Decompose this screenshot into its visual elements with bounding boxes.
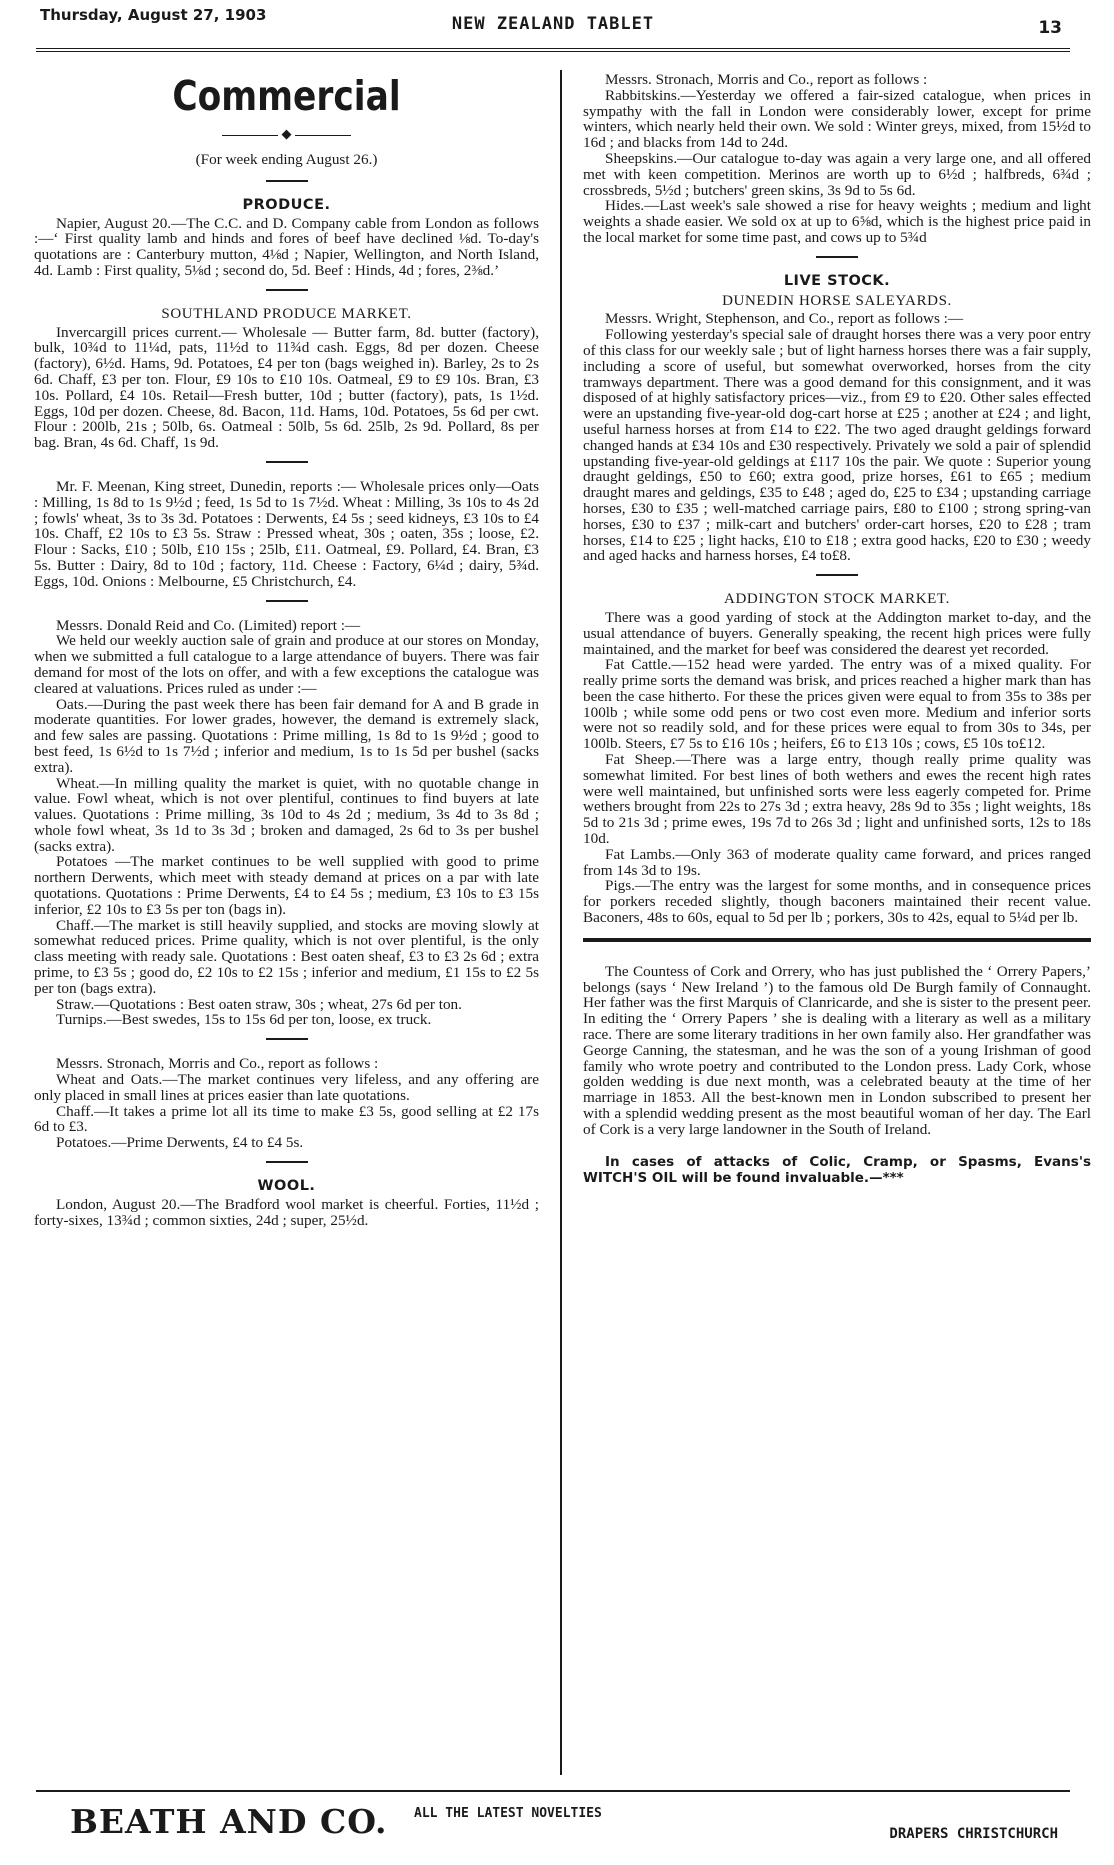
short-rule (816, 574, 858, 576)
produce-text: Napier, August 20.—The C.C. and D. Company cable from London as follows :—‘ First quality lamb and hinds and fores of beef have declined ⅛d. To-day's quotations are : Canterbury mutton, 4⅛d ; Napier, Wellington, and North Island, 4d. Lamb : First quality, 5⅛d ; second do, 5d. Beef : Hinds, 4d ; fores, 2⅜d.’ (34, 214, 539, 279)
reid-turnips: Turnips.—Best swedes, 15s to 15s 6d per ton, loose, ex truck. (56, 1011, 432, 1029)
right-column (583, 72, 1091, 1186)
reid-oats: Oats.—During the past week there has been fair demand for A and B grade in moderate quantities. For lower grades, however, the demand is extremely slack, and few sales are passing. Quotations : Prime milling, 1s 8d to 1s 9½d ; good to best feed, 1s 6½d to 1s 7½d ; inferior and medium, 1s to 1s 5d per bushel (sacks extra). (34, 695, 539, 776)
meenan-report: Mr. F. Meenan, King street, Dunedin, reports :— Wholesale prices only—Oats : Milling, 1s 8d to 1s 9½d ; feed, 1s 5d to 1s 7½d. Wheat : Milling, 3s 10s to 4s 2d ; fowls' wheat, 3s to 3s 3d. Potatoes : Derwents, £4 5s ; seed kidneys, £3 10s to £4 10s. Chaff, £2 10s to £3 5s. Straw : Pressed wheat, 30s ; oaten, 35s ; loose, £2. Flour : Sacks, £10 ; 50lb, £10 15s ; 25lb, £11. Oatmeal, £9. Pollard, £4. Bran, £3 5s. Butter : Dairy, 8d to 10d ; factory, 11d. Cheese : Factory, 6¼d ; dairy, 5¾d. Eggs, 10d. Onions : Melbourne, £5 Christchurch, £4. (34, 477, 539, 590)
reid-wheat: Wheat.—In milling quality the market is quiet, with no quotable change in value. Fowl wheat, which is not over plentiful, continues to find buyers at late values. Quotations : Prime milling, 3s 10d to 4s 2d ; medium, 3s 4d to 3s 8d ; whole fowl wheat, 3s 1d to 3s 3d ; broken and damaged, 2s 6d to 3s per bushel (sacks extra). (34, 774, 539, 855)
livestock-title: LIVE STOCK. (783, 272, 891, 289)
diamond-icon: ◆ (281, 126, 292, 141)
addington-title: ADDINGTON STOCK MARKET. (724, 591, 950, 608)
fat-cattle: Fat Cattle.—152 head were yarded. The entry was of a mixed quality. For really prime sorts the demand was brisk, and prices reached a higher mark than has been the case hitherto. For these the prices given were equal to from 35s to 38s per 100lb ; while some odd pens or two cost even more. Medium and inferior sorts were not so readily sold, and for these prices were equal to from 30s to 34s, per 100lb. Steers, £7 5s to £16 10s ; heifers, £6 to £13 10s ; cows, £5 10s to£12. (583, 656, 1091, 753)
stronach-chaff: Chaff.—It takes a prime lot all its time to make £3 5s, good selling at £2 17s 6d to £3. (34, 1102, 539, 1136)
column-divider (560, 70, 562, 1775)
countess-article: The Countess of Cork and Orrery, who has just published the ‘ Orrery Papers,’ belongs (says ‘ New Ireland ’) to the famous old De Burgh family of Connaught. Her father was the first Marquis of Clanricarde, and she is sister to the present peer. In editing the ‘ Orrery Papers ’ she is dealing with a literary as well as a military race. There are some literary traditions in her own family also. Her grandfather was George Canning, the statesman, and he was the son of a young Irishman of good family who wrote poetry and contributed to the London press. Lady Cork, whose golden wedding is due next month, was a celebrated beauty at the time of her marriage in 1853. All the best-known men in London subscribed to present her with a splendid wedding present as the most beautiful woman of her day. The Earl of Cork is a very large landowner in the South of Ireland. (583, 962, 1091, 1138)
running-header (36, 4, 1070, 52)
short-rule (266, 1161, 308, 1163)
wright-intro: Messrs. Wright, Stephenson, and Co., report as follows :— (605, 310, 964, 328)
addington-intro: There was a good yarding of stock at the Addington market to-day, and the usual attendance of buyers. Generally speaking, the recent high prices were fully maintained, and the market for beef was considered the dearest yet recorded. (583, 608, 1091, 658)
advertiser-tagline: ALL THE LATEST NOVELTIES (414, 1806, 602, 1821)
reid-potatoes: Potatoes —The market continues to be well supplied with good to prime northern Derwents, which meet with steady demand at prices on a par with late quotations. Quotations : Prime Derwents, £4 to £4 5s ; medium, £3 10s to £3 15s inferior, £2 10s to £3 5s per ton (bags in). (34, 853, 539, 918)
masthead-title: NEW ZEALAND TABLET (451, 14, 655, 34)
short-rule (266, 1038, 308, 1040)
fat-lambs: Fat Lambs.—Only 363 of moderate quality came forward, and prices ranged from 14s 3d to 19s. (583, 845, 1091, 879)
short-rule (266, 180, 308, 182)
wool-text: London, August 20.—The Bradford wool market is cheerful. Forties, 11½d ; forty-sixes, 13¾d ; common sixties, 24d ; super, 25½d. (34, 1195, 539, 1229)
southland-title: SOUTHLAND PRODUCE MARKET. (161, 305, 412, 322)
horse-saleyards-title: DUNEDIN HORSE SALEYARDS. (722, 292, 952, 309)
week-subheading: (For week ending August 26.) (195, 151, 378, 168)
short-rule (816, 256, 858, 258)
stronach-potatoes: Potatoes.—Prime Derwents, £4 to £4 5s. (56, 1134, 304, 1152)
hides-text: Hides.—Last week's sale showed a rise for heavy weights ; medium and light weights a shade easier. We sold ox at up to 6⅝d, which is the highest price paid in the local market for some time past, and cows up to 5¾d (583, 197, 1091, 246)
ornament-divider (34, 126, 539, 142)
sheepskins-text: Sheepskins.—Our catalogue to-day was again a very large one, and all offered met with keen competition. Merinos are worth up to 6½d ; halfbreds, 6¾d ; crossbreds, 5½d ; butchers' green skins, 3s 9d to 5s 6d. (583, 149, 1091, 199)
short-rule (266, 600, 308, 602)
stronach-intro: Messrs. Stronach, Morris and Co., report as follows : (56, 1055, 379, 1073)
stronach-skins-intro: Messrs. Stronach, Morris and Co., report as follows : (605, 71, 928, 88)
reid-paragraph: We held our weekly auction sale of grain and produce at our stores on Monday, when we submitted a full catalogue to a large attendance of buyers. There was fair demand for most of the lots on offer, and with a few exceptions the catalogue was cleared at valuations. Prices ruled as under :— (34, 632, 539, 697)
produce-title: PRODUCE. (242, 196, 331, 213)
horse-sale-report: Following yesterday's special sale of draught horses there was a very poor entry of this class for our weekly sale ; but of light harness horses there was a fair supply, including a score of useful, but somewhat overworked, horses from the city tramways department. There was a good demand for this consignment, and it was disposed of at highly satisfactory prices—viz., from £9 to £20. Other sales effected were an upstanding five-year-old dog-cart horse at £25 ; another at £24 ; and light, useful harness horses at from £14 to £22. The two aged draught geldings forward changed hands at £34 10s and £30 respectively. Privately we sold a pair of splendid upstanding five-year-old geldings at £117 10s the pair. We quote : Superior young draught geldings, £50 to £60; extra good, prize horses, £61 to £65 ; medium draught mares and geldings, £35 to £48 ; aged do, £25 to £34 ; upstanding carriage horses, £30 to £35 ; well-matched carriage pairs, £80 to £100 ; strong spring-van horses, £30 to £37 ; milk-cart and butchers' order-cart horses, £20 to £28 ; tram horses, £14 to £25 ; light hacks, £10 to £18 ; extra good hacks, £20 to £30 ; weedy and aged hacks and harness horses, £4 to£8. (583, 326, 1091, 565)
issue-date: Thursday, August 27, 1903 (40, 6, 267, 24)
southland-text: Invercargill prices current.— Wholesale — Butter farm, 8d. butter (factory), bulk, 10¾d to 11¼d, pats, 11½d to 11¾d cash. Eggs, 8d per dozen. Cheese (factory), 6½d. Hams, 9d. Potatoes, £4 per ton (bags weighed in). Barley, 2s to 2s 6d. Chaff, £3 per ton. Flour, £9 10s to £10 10s. Oatmeal, £9 to £9 10s. Bran, £3 10s. Pollard, £4 10s. Retail—Fresh butter, 10d ; butter (factory), pats, 1s 1½d. Eggs, 10d per dozen. Cheese, 8d. Bacon, 11d. Hams, 10d. Potatoes, 5s 6d per cwt. Flour : 200lb, 21s ; 50lb, 6s. Oatmeal : 50lb, 5s 6d. 25lb, 2s 9d. Pollard, 8s per bag. Bran, 4s 6d. Chaff, 1s 9d. (34, 323, 539, 452)
short-rule (266, 289, 308, 291)
fat-sheep: Fat Sheep.—There was a large entry, though really prime quality was somewhat limited. For best lines of both wethers and ewes the recent high rates were well maintained, but unfinished sorts were less eagerly competed for. Prime wethers brought from 22s to 27s 3d ; extra heavy, 28s 9d to 35s ; light weights, 18s 5d to 21s 3d ; prime ewes, 19s 7d to 26s 3d ; light and unfinished sorts, 12s to 18s 10d. (583, 751, 1091, 848)
reid-intro: Messrs. Donald Reid and Co. (Limited) report :— (56, 616, 361, 634)
heavy-rule (583, 938, 1091, 942)
reid-straw: Straw.—Quotations : Best oaten straw, 30s ; wheat, 27s 6d per ton. (56, 995, 462, 1013)
short-rule (266, 461, 308, 463)
section-heading: Commercial (172, 72, 401, 120)
reid-chaff: Chaff.—The market is still heavily supplied, and stocks are moving slowly at somewhat reduced prices. Prime quality, which is not over plentiful, is the only class meeting with ready sale. Quotations : Best oaten sheaf, £3 to £3 2s 6d ; extra prime, to £3 5s ; good do, £2 10s to £2 15s ; inferior and medium, £1 15s to £2 5s per ton (bags extra). (34, 916, 539, 997)
pigs: Pigs.—The entry was the largest for some months, and in consequence prices for porkers receded slightly, though baconers maintained their recent value. Baconers, 48s to 60s, equal to 5d per lb ; porkers, 30s to 42s, equal to 5¼d per lb. (583, 877, 1091, 927)
advertiser-name: BEATH AND CO. (70, 1802, 388, 1841)
advertiser-location: DRAPERS CHRISTCHURCH (889, 1826, 1058, 1842)
advertisement-footer (36, 1790, 1070, 1852)
stronach-wheat-oats: Wheat and Oats.—The market continues very lifeless, and any offering are only placed in small lines at prices easier than late quotations. (34, 1071, 539, 1104)
rabbitskins-text: Rabbitskins.—Yesterday we offered a fair-sized catalogue, when prices in sympathy with the fall in London were considerably lower, except for prime winters, which nearly held their own. We sold : Winter greys, mixed, from 15½d to 16d ; and blacks from 14d to 24d. (583, 86, 1091, 152)
left-column (34, 72, 539, 1228)
witchs-oil-notice: In cases of attacks of Colic, Cramp, or Spasms, Evans's WITCH'S OIL will be found invaluable.—*** (583, 1153, 1091, 1186)
page-number: 13 (1038, 18, 1062, 38)
wool-title: WOOL. (257, 1178, 316, 1195)
